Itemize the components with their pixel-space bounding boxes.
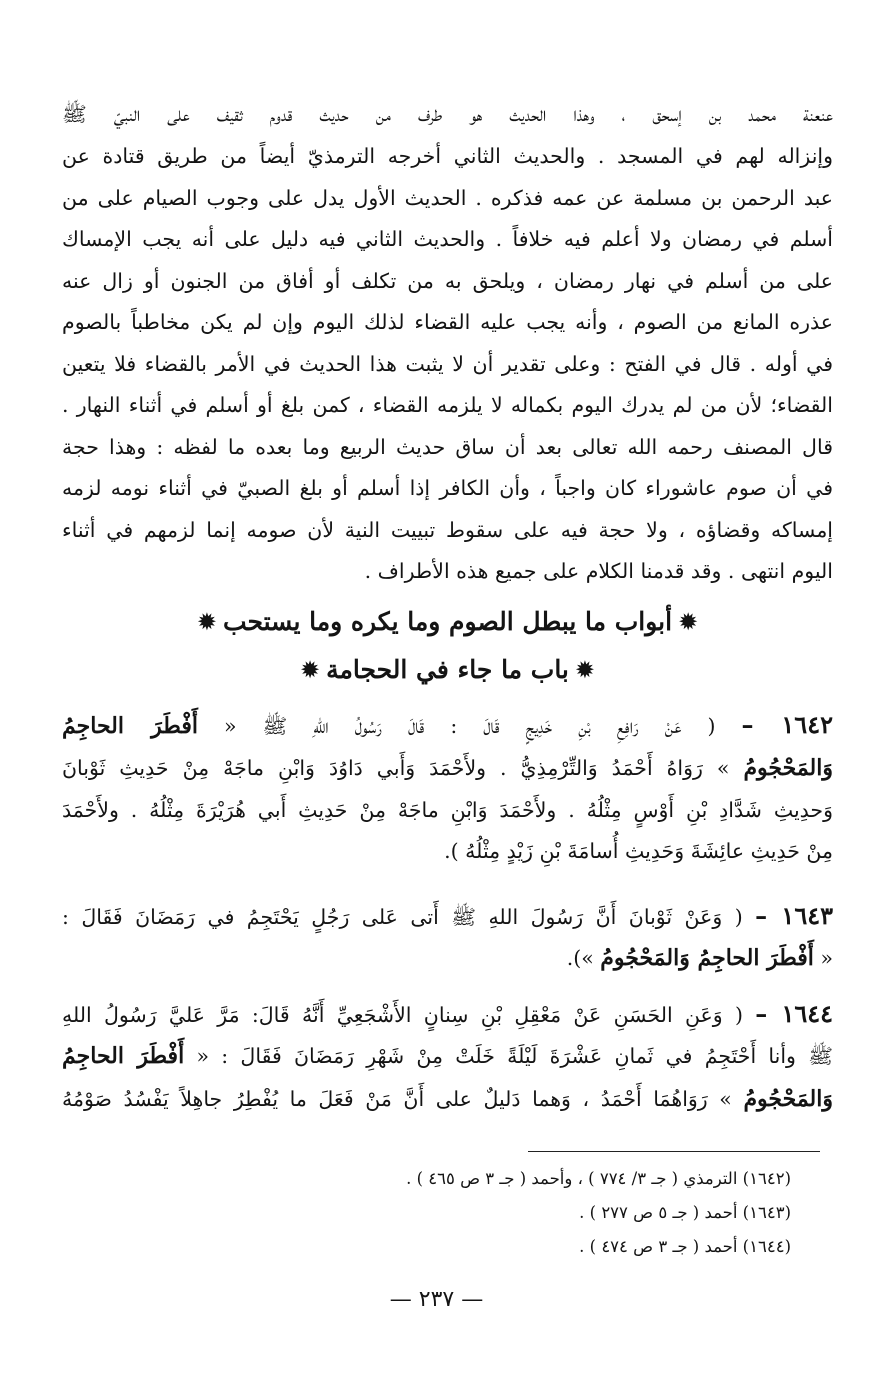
quote-close: »). <box>566 946 594 970</box>
hadith-1643-line <box>62 938 833 978</box>
section-heading-text: أبواب ما يبطل الصوم وما يكره وما يستحب <box>222 607 673 636</box>
body-line: أسلم في رمضان ولا أعلم فيه خلافاً . والحديث الثاني فيه دليل على أنه يجب الإمساك <box>62 227 833 251</box>
hadith-number: ١٦٤٤ – <box>755 999 833 1028</box>
body-line: اليوم انتهى . وقد قدمنا الكلام على جميع هذه الأطراف . <box>364 559 833 583</box>
body-line: عنعنة محمد بن إسحق ، وهذا الحديث هو طرف من حديث قدوم ثقيف على النبيّ ﷺ <box>62 102 833 126</box>
hadith-1644-line <box>62 1079 833 1119</box>
body-line: إمساكه وقضاؤه ، ولا حجة فيه على سقوط تبييت النية لأن صومه إنما لزمهم في أثناء <box>62 518 833 542</box>
star-ornament-icon: ✹ <box>574 656 596 684</box>
body-line: عبد الرحمن بن مسلمة عن عمه فذكره . الحديث الأول يدل على وجوب الصيام على من <box>62 186 833 210</box>
hadith-text: ( وَعَنِ الحَسَنِ عَنْ مَعْقِلِ بْنِ سِنانٍ الأَشْجَعِيِّ أَنَّهُ قَالَ: مَرَّ عَليَّ رَسُولُ اللهِ <box>62 1003 743 1027</box>
body-line: قال المصنف رحمه الله تعالى بعد أن ساق حديث الربيع وما بعده ما لفظه : وهذا حجة <box>62 435 833 459</box>
hadith-text: ﷺ وأنا أَحْتَجِمُ في ثَمانِ عَشْرَةَ لَيْلَةً خَلَتْ مِنْ شَهْرِ رَمَضَانَ فَقَالَ : « <box>196 1044 833 1068</box>
body-line: على من أسلم في نهار رمضان ، ويلحق به من تكلف أو أفاق من الجنون أو زال عنه <box>62 269 833 293</box>
hadith-1643-line <box>62 896 833 936</box>
body-line: في أن صوم عاشوراء كان واجباً ، وأن الكافر إذا أسلم أو بلغ الصبيّ في أثناء نومه لزمه <box>62 476 833 500</box>
hadith-bold-text: وَالمَحْجُومُ <box>743 1086 833 1112</box>
footnote: (١٦٤٣) أحمد ( جـ ٥ ص ٢٧٧ ) . <box>579 1203 791 1222</box>
page-number: — ٢٣٧ — <box>389 1287 484 1312</box>
chapter-heading <box>62 648 833 692</box>
star-ornament-icon: ✹ <box>196 608 217 636</box>
star-ornament-icon: ✹ <box>299 656 321 684</box>
hadith-number: ١٦٤٢ – <box>741 710 833 739</box>
section-heading <box>62 600 833 644</box>
hadith-1642-line <box>62 748 833 788</box>
hadith-number: ١٦٤٣ – <box>755 901 833 930</box>
quote-open: « <box>820 946 833 970</box>
hadith-bold-text: وَالمَحْجُومُ <box>743 755 833 781</box>
hadith-bold-text: أَفْطَرَ الحاجِمُ وَالمَحْجُومُ <box>600 945 814 971</box>
star-ornament-icon: ✹ <box>678 608 699 636</box>
chapter-heading-text: باب ما جاء في الحجامة <box>326 655 569 684</box>
footnote: (١٦٤٤) أحمد ( جـ ٣ ص ٤٧٤ ) . <box>579 1237 791 1256</box>
body-line: في أوله . قال في الفتح : وعلى تقدير أن لا يثبت هذا الحديث في الأمر بالقضاء فلا يتعين <box>62 352 833 376</box>
hadith-text: » رَوَاهُمَا أَحْمَدُ ، وَهما دَليلٌ على أَنَّ مَنْ فَعَلَ ما يُفْطِرُ جاهِلاً يَفْسُدُ صَوْمُهُ <box>62 1087 732 1111</box>
hadith-text: ( عَنْ رَافِعِ بْنِ خَدِيجٍ قَالَ : قَالَ رَسُولُ اللهِ ﷺ « <box>223 714 716 738</box>
footnote: (١٦٤٢) الترمذي ( جـ ٣/ ٧٧٤ ) ، وأحمد ( جـ ٣ ص ٤٦٥ ) . <box>406 1169 791 1188</box>
hadith-text: » رَوَاهُ أَحْمَدُ وَالتِّرْمِذِيُّ . ولأَحْمَدَ وَأَبي دَاوُدَ وَابْنِ ماجَهْ مِنْ حَدِيثِ ثَوْبانَ <box>62 756 730 780</box>
hadith-1644-line <box>62 1036 833 1076</box>
body-line: وإنزاله لهم في المسجد . والحديث الثاني أخرجه الترمذيّ أيضاً من طريق قتادة عن <box>62 144 833 168</box>
hadith-text: ( وَعَنْ ثَوْبانَ أَنَّ رَسُولَ اللهِ ﷺ أَتى عَلى رَجُلٍ يَحْتَجِمُ في رَمَضَانَ فَقَالَ : <box>62 905 743 929</box>
body-line: القضاء؛ لأن من لم يدرك اليوم بكماله لا يلزمه القضاء ، كمن بلغ أو أسلم في أثناء النهار . <box>62 393 833 417</box>
hadith-1642-line: وَحدِيثِ شَدَّادِ بْنِ أَوْسٍ مِثْلُهُ . ولأَحْمَدَ وَابْنِ ماجَهْ مِنْ حَدِيثِ أَبي هُرَيْرَةَ مِثْلُهُ . ولأَحْمَدَ <box>62 798 833 822</box>
hadith-bold-text: أَفْطَرَ الحاجِمُ <box>62 713 198 739</box>
body-line: عذره المانع من الصوم ، وأنه يجب عليه القضاء لذلك اليوم وإن لم يكن مخاطباً بالصوم <box>62 310 833 334</box>
hadith-1642-line: مِنْ حَدِيثِ عائِشَةَ وَحَدِيثِ أُسامَةَ بْنِ زَيْدٍ مِثْلُهُ ). <box>444 839 833 863</box>
hadith-1642-line <box>62 705 833 745</box>
footnote-separator <box>528 1151 820 1152</box>
hadith-bold-text: أَفْطَرَ الحاجِمُ <box>62 1043 185 1069</box>
hadith-1644-line <box>62 994 833 1034</box>
